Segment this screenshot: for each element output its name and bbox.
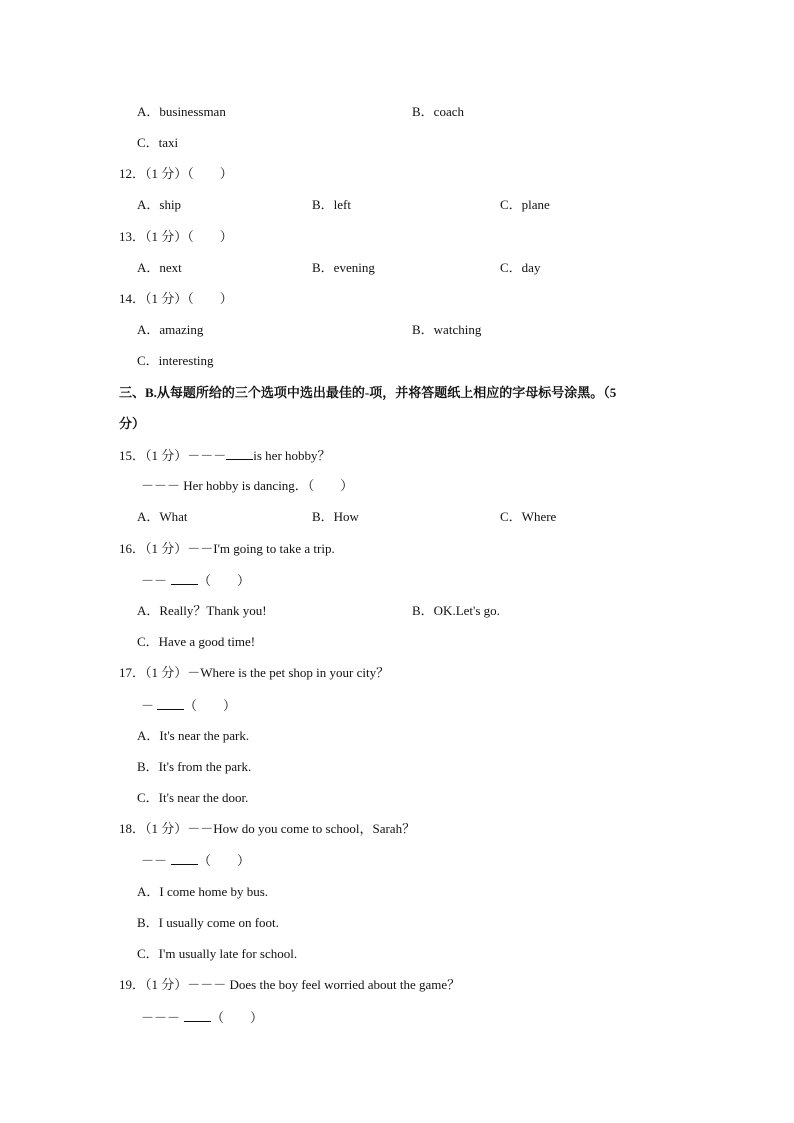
- q11-option-b: B．coach: [412, 104, 464, 119]
- q13-option-c: C．day: [500, 260, 541, 275]
- q15-option-b: B．How: [312, 509, 359, 524]
- q14-option-c: C．interesting: [137, 353, 214, 368]
- q12-option-b: B．left: [312, 197, 351, 212]
- q13-option-b: B．evening: [312, 260, 375, 275]
- q16-reply-suffix: （ ）: [198, 573, 251, 588]
- q18-reply-prefix: －－: [141, 853, 168, 868]
- q18-reply-suffix: （ ）: [198, 853, 251, 868]
- q18-answer-blank: [171, 852, 198, 865]
- q16-option-b: B．OK.Let's go.: [412, 603, 500, 618]
- q18-stem: 18．（1 分）－－How do you come to school，Sarah？: [119, 821, 416, 836]
- q17-stem: 17．（1 分）－Where is the pet shop in your city？: [119, 665, 390, 680]
- q16-option-c: C．Have a good time!: [137, 634, 256, 649]
- q17-option-c: C．It's near the door.: [137, 790, 249, 805]
- q19-stem: 19．（1 分）－－－ Does the boy feel worried about the game？: [119, 977, 461, 992]
- q15-stem-prefix: 15．（1 分）－－－: [119, 448, 227, 463]
- q17-answer-blank: [157, 697, 184, 710]
- q15-stem: [119, 447, 331, 464]
- q15-stem-suffix: is her hobby？: [253, 448, 331, 463]
- q14-stem: 14．（1 分）（ ）: [119, 291, 233, 306]
- q12-stem: 12．（1 分）（ ）: [119, 166, 233, 181]
- q19-reply-suffix: （ ）: [211, 1010, 264, 1025]
- q18-reply: [141, 852, 250, 869]
- q15-option-c: C．Where: [500, 509, 557, 524]
- q17-reply: [141, 697, 236, 714]
- q16-answer-blank: [171, 572, 198, 585]
- q15-answer-blank: [226, 447, 253, 460]
- q18-option-a: A．I come home by bus.: [137, 884, 269, 899]
- q14-option-b: B．watching: [412, 322, 482, 337]
- q19-reply-prefix: －－－: [141, 1010, 181, 1025]
- q13-option-a: A．next: [137, 260, 182, 275]
- q18-option-b: B．I usually come on foot.: [137, 915, 279, 930]
- q14-option-a: A．amazing: [137, 322, 204, 337]
- q16-option-a: A．Really？Thank you!: [137, 603, 267, 618]
- q17-reply-suffix: （ ）: [184, 698, 237, 713]
- q16-reply: [141, 572, 250, 589]
- section-3-heading: 三、B.从每题所给的三个选项中选出最佳的-项，并将答题纸上相应的字母标号涂黑。（5: [119, 385, 617, 400]
- q18-option-c: C．I'm usually late for school.: [137, 946, 298, 961]
- q13-stem: 13．（1 分）（ ）: [119, 229, 233, 244]
- q15-reply: －－－ Her hobby is dancing．（ ）: [141, 478, 354, 493]
- q15-option-a: A．What: [137, 509, 188, 524]
- q12-option-c: C．plane: [500, 197, 550, 212]
- section-3-heading-cont: 分）: [119, 416, 146, 431]
- q19-answer-blank: [184, 1009, 211, 1022]
- q11-option-c: C．taxi: [137, 135, 179, 150]
- q16-stem: 16．（1 分）－－I'm going to take a trip.: [119, 541, 335, 556]
- q19-reply: [141, 1009, 263, 1026]
- q17-option-a: A．It's near the park.: [137, 728, 250, 743]
- q12-option-a: A．ship: [137, 197, 182, 212]
- q17-option-b: B．It's from the park.: [137, 759, 252, 774]
- q16-reply-prefix: －－: [141, 573, 168, 588]
- q17-reply-prefix: －: [141, 698, 155, 713]
- q11-option-a: A．businessman: [137, 104, 226, 119]
